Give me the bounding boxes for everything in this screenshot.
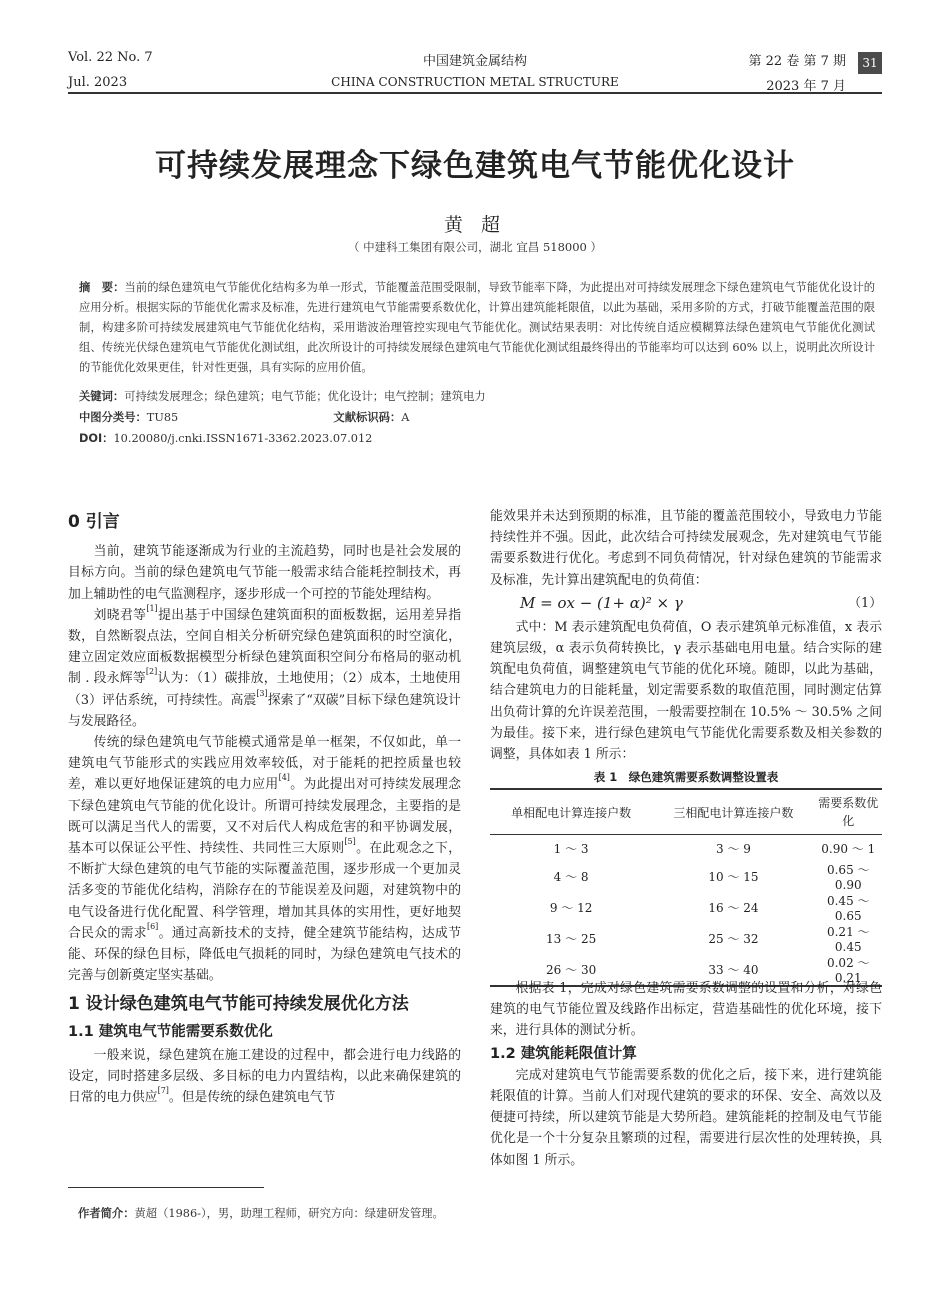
- citation: [1]: [146, 603, 158, 613]
- table-row: [490, 923, 882, 954]
- formula-number: （1）: [848, 595, 882, 611]
- doi-label: DOI：: [79, 432, 114, 445]
- header-rule: [68, 92, 882, 94]
- table-caption: 表 1 绿色建筑需要系数调整设置表: [593, 770, 779, 784]
- date-en: Jul. 2023: [68, 75, 128, 90]
- citation: [3]: [256, 688, 268, 698]
- author-name: 黄 超: [443, 214, 507, 236]
- section-0-heading: 0 引言: [68, 512, 120, 532]
- right-column-lower: [490, 978, 882, 1171]
- table-header: 三相配电计算连接户数: [652, 789, 814, 835]
- section-1-1-heading: 1.1 建筑电气节能需要系数优化: [68, 1023, 273, 1040]
- journal-name-cn: 中国建筑金属结构: [422, 54, 527, 69]
- paragraph: 式中：M 表示建筑配电负荷值，O 表示建筑单元标准值，x 表示建筑层级，α 表示负荷转换比，γ 表示基础电用电量。结合实际的建筑配电负荷值，调整建筑电气节能的优化环境。随即，以此为基础，结合建筑电力的日能耗量，划定需要系数的取值范围，同时测定估算出负荷计算的允许误差范围，一般需要控制在 10.5% ～ 30.5% 之间为最佳。接下来，进行绿色建筑电气节能优化需要系数及相关参数的调整，具体如表 1 所示：: [490, 619, 882, 763]
- paragraph: 能效果并未达到预期的标准，且节能的覆盖范围较小，导致电力节能持续性并不强。因此，此次结合可持续发展观念，先对建筑电气节能需要系数进行优化。考虑到不同负荷情况，针对绿色建筑的节能需求及标准，先计算出建筑配电的负荷值：: [490, 509, 882, 588]
- section-1-heading: 1 设计绿色建筑电气节能可持续发展优化方法: [68, 994, 409, 1015]
- formula: M = ox − (1+ α)² × γ: [520, 593, 683, 612]
- table-row: [490, 835, 882, 862]
- abstract: [79, 278, 875, 378]
- footnote-text: 黄超（1986-），男，助理工程师，研究方向：绿建研发管理。: [134, 1207, 444, 1220]
- table-cell: 0.90 ～ 1: [821, 841, 876, 856]
- table-cell: 13 ～ 25: [546, 932, 597, 946]
- table-cell: 1 ～ 3: [553, 841, 589, 856]
- table-cell: 0.21 ～ 0.45: [826, 925, 870, 954]
- table-cell: 16 ～ 24: [708, 901, 759, 915]
- clc-label: 中图分类号：: [79, 411, 147, 424]
- citation: [2]: [145, 667, 158, 677]
- doi-value: 10.20080/j.cnki.ISSN1671-3362.2023.07.012: [113, 432, 373, 445]
- author-footnote: [78, 1205, 444, 1221]
- clc-value: TU85: [146, 411, 179, 424]
- affiliation: （ 中建科工集团有限公司，湖北 宜昌 518000 ）: [347, 240, 603, 254]
- citation: [6]: [146, 921, 159, 931]
- table-cell: 25 ～ 32: [708, 932, 759, 946]
- keywords-line: [79, 387, 875, 407]
- paragraph: 一般来说，绿色建筑在施工建设的过程中，都会进行电力线路的设定，同时搭建多层级、多目标的电力内置结构，以此来确保建筑的日常的电力供应[7]。但是传统的绿色建筑电气节: [68, 1047, 461, 1106]
- footnote-label: 作者简介：: [78, 1207, 135, 1220]
- citation: [4]: [278, 773, 290, 783]
- table-row: [490, 861, 882, 892]
- table-cell: 0.02 ～ 0.21: [826, 956, 870, 985]
- date-cn: 2023 年 7 月: [766, 79, 846, 94]
- page-number: 31: [858, 52, 882, 74]
- paragraph: 当前，建筑节能逐渐成为行业的主流趋势，同时也是社会发展的目标方向。当前的绿色建筑电气节能一般需求结合能耗控制技术，再加上辅助性的电气监测程序，逐步形成一个可控的节能处理结构。: [68, 544, 461, 602]
- citation: [5]: [344, 837, 356, 847]
- keywords-label: 关键词：: [79, 390, 125, 403]
- volume-cn: 第 22 卷 第 7 期: [748, 54, 846, 69]
- table-header: 单相配电计算连接户数: [490, 789, 652, 835]
- table-row: [490, 892, 882, 923]
- article-title: 可持续发展理念下绿色建筑电气节能优化设计: [155, 148, 795, 184]
- paragraph: 根据表 1，完成对绿色建筑需要系数调整的设置和分析，对绿色建筑的电气节能位置及线路作出标定，营造基础性的优化环境，接下来，进行具体的测试分析。: [490, 981, 882, 1039]
- doc-code-label: 文献标识码：: [333, 411, 402, 424]
- left-column: [68, 512, 461, 1108]
- table-cell: 33 ～ 40: [708, 963, 759, 977]
- keywords-text: 可持续发展理念；绿色建筑；电气节能；优化设计；电气控制；建筑电力: [124, 390, 486, 403]
- right-column: [490, 506, 882, 765]
- equation-1: [490, 591, 882, 617]
- paragraph: 刘晓君等[1]提出基于中国绿色建筑面积的面板数据，运用差异指数，自然断裂点法，空间自相关分析研究绿色建筑面积的时空演化，建立固定效应面板数据模型分析绿色建筑面积空间分布格局的驱动机制 . 段永辉等[2]认为：（1）碳排放，土地使用；（2）成本，土地使用（3）评估系统，可持续性。高震[3]探索了“双碳”目标下绿色建筑设计与发展路径。: [68, 603, 461, 729]
- table-header: 需要系数优化: [815, 789, 882, 835]
- abstract-text: 当前的绿色建筑电气节能优化结构多为单一形式，节能覆盖范围受限制，导致节能率下降，为此提出对可持续发展理念下绿色建筑电气节能优化设计的应用分析。根据实际的节能优化需求及标准，先进行建筑电气节能需要系数优化，计算出建筑能耗限值，以此为基础，采用多阶的方式，打破节能覆盖范围的限制，构建多阶可持续发展建筑电气节能优化结构，采用谐波治理管控实现电气节能优化。测试结果表明：对比传统自适应模糊算法绿色建筑电气节能优化测试组、传统光伏绿色建筑电气节能优化测试组，此次所设计的可持续发展绿色建筑电气节能优化测试组最终得出的节能率均可以达到 60% 以上，说明此次所设计的节能优化效果更佳，针对性更强，具有实际的应用价值。: [79, 281, 875, 374]
- volume-en: Vol. 22 No. 7: [68, 50, 153, 65]
- journal-name-en: CHINA CONSTRUCTION METAL STRUCTURE: [331, 75, 619, 89]
- paragraph: 完成对建筑电气节能需要系数的优化之后，接下来，进行建筑能耗限值的计算。当前人们对现代建筑的要求的环保、安全、高效以及便捷可持续，所以建筑节能是大势所趋。建筑能耗的控制及电气节能优化是一个十分复杂且繁琐的过程，需要进行层次性的处理转换，具体如图 1 所示。: [490, 1067, 882, 1168]
- table-cell: 0.45 ～ 0.65: [826, 894, 870, 923]
- doi-line: [79, 429, 875, 449]
- coefficient-table: [490, 788, 882, 987]
- table-cell: 9 ～ 12: [549, 901, 593, 915]
- section-1-2-heading: 1.2 建筑能耗限值计算: [490, 1045, 637, 1062]
- table-cell: 0.65 ～ 0.90: [826, 863, 870, 892]
- classification-line: [79, 408, 875, 428]
- table-header-row: [490, 789, 882, 835]
- doc-code-value: A: [401, 411, 410, 424]
- citation: [7]: [157, 1086, 169, 1096]
- abstract-label: 摘 要：: [79, 281, 125, 294]
- table-cell: 3 ～ 9: [715, 841, 751, 856]
- paragraph: 传统的绿色建筑电气节能模式通常是单一框架，不仅如此，单一建筑电气节能形式的实践应用效率较低，对于能耗的把控质量也较差，难以更好地保证建筑的电力应用[4]。为此提出对可持续发展理念下绿色建筑电气节能的优化设计。所谓可持续发展理念，主要指的是既可以满足当代人的需要，又不对后代人构成危害的和平协调发展，基本可以保证公平性、持续性、共同性三大原则[5]。在此观念之下，不断扩大绿色建筑的电气节能的实际覆盖范围，逐步形成一个更加灵活多变的节能优化结构，消除存在的节能误差及问题，对建筑物中的电气设备进行优化配置、科学管理，增加其具体的实用性，更好地契合民众的需求[6]。通过高新技术的支持，健全建筑节能结构，达成节能、环保的绿色目标，降低电气损耗的同时，为绿色建筑电气技术的完善与创新奠定坚实基础。: [68, 735, 462, 984]
- table-cell: 26 ～ 30: [546, 963, 597, 977]
- table-cell: 10 ～ 15: [708, 870, 759, 884]
- footnote-rule: [68, 1187, 264, 1188]
- table-cell: 4 ～ 8: [553, 870, 589, 884]
